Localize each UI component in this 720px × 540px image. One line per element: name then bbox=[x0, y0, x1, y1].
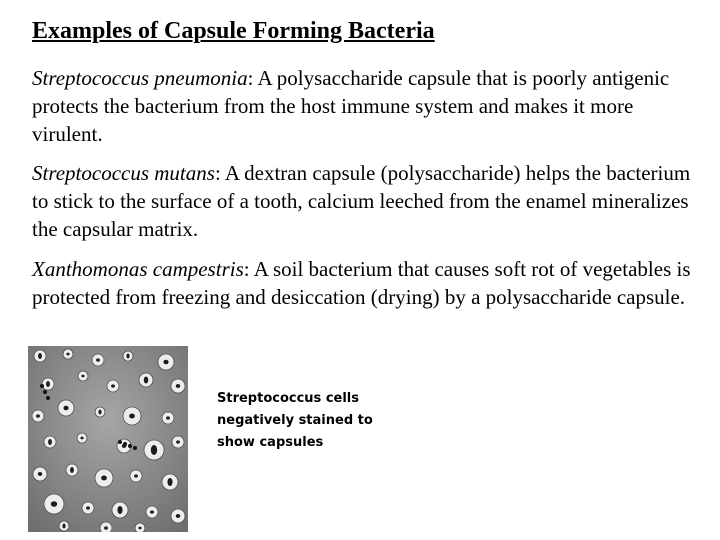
cocci-chain-cell bbox=[40, 384, 44, 388]
paragraph-streptococcus-mutans bbox=[32, 159, 702, 243]
bacterium-cell bbox=[134, 474, 138, 477]
cocci-chain-cell bbox=[128, 444, 132, 448]
image-caption: Streptococcus cells negatively stained to show capsules bbox=[217, 391, 373, 450]
paragraph-streptococcus-pneumonia bbox=[32, 64, 702, 148]
species-separator: : bbox=[214, 161, 225, 185]
bacterium-cell bbox=[80, 437, 83, 440]
paragraph-text: A polysaccharide capsule that is poorly antigenic protects the bacterium from the host immune system and makes it more virulent. bbox=[32, 66, 670, 146]
bacterium-cell bbox=[48, 439, 52, 445]
bacterium-cell bbox=[144, 377, 148, 384]
cocci-chain-cell bbox=[46, 396, 50, 400]
species-separator: : bbox=[243, 257, 254, 281]
bacterium-cell bbox=[46, 381, 50, 387]
bacterium-cell bbox=[126, 354, 129, 359]
bacterium-cell bbox=[70, 467, 74, 473]
bacterium-cell bbox=[63, 406, 68, 410]
bacterium-cell bbox=[129, 413, 135, 418]
bacterium-cell bbox=[36, 414, 40, 417]
paragraph-xanthomonas-campestris bbox=[32, 255, 702, 311]
bacterium-cell bbox=[86, 506, 90, 509]
cocci-chain-cell bbox=[43, 390, 47, 394]
bacterium-cell bbox=[176, 514, 180, 518]
bacterium-cell bbox=[101, 475, 107, 480]
bacterium-cell bbox=[98, 410, 101, 415]
species-separator: : bbox=[247, 66, 258, 90]
micrograph-drawing bbox=[28, 346, 188, 532]
page-title: Examples of Capsule Forming Bacteria bbox=[32, 18, 435, 44]
bacterium-cell bbox=[138, 527, 141, 530]
bacterium-cell bbox=[176, 440, 180, 443]
paragraph-text: A dextran capsule (polysaccharide) helps the bacterium to stick to the surface of a tooth, calcium leeched from the enamel mineralizes the capsular matrix. bbox=[32, 161, 691, 241]
bacterium-cell bbox=[62, 524, 65, 529]
bacterium-cell bbox=[151, 445, 157, 455]
species-name: Streptococcus pneumonia bbox=[32, 66, 248, 90]
cocci-chain-cell bbox=[123, 442, 127, 446]
bacterium-cell bbox=[166, 416, 170, 419]
bacterium-cell bbox=[104, 526, 108, 529]
species-name: Streptococcus mutans bbox=[32, 161, 215, 185]
bacterium-cell bbox=[66, 353, 69, 356]
cocci-chain-cell bbox=[118, 440, 122, 444]
bacterium-cell bbox=[111, 384, 115, 387]
bacterium-cell bbox=[167, 478, 172, 486]
bacterium-cell bbox=[38, 472, 42, 476]
bacterium-cell bbox=[51, 501, 57, 507]
bacterium-cell bbox=[117, 506, 122, 514]
bacterium-cell bbox=[81, 375, 84, 378]
cocci-chain-cell bbox=[133, 446, 137, 450]
bacterium-cell bbox=[150, 510, 154, 513]
bacterium-cell bbox=[38, 353, 42, 359]
bacterium-cell bbox=[96, 358, 100, 361]
paragraph-text: A soil bacterium that causes soft rot of vegetables is protected from freezing and desiccation (drying) by a polysaccharide capsule. bbox=[32, 257, 691, 309]
species-name: Xanthomonas campestris bbox=[32, 257, 244, 281]
bacterium-cell bbox=[163, 360, 168, 364]
micrograph-image bbox=[28, 346, 188, 532]
bacterium-cell bbox=[176, 384, 180, 388]
